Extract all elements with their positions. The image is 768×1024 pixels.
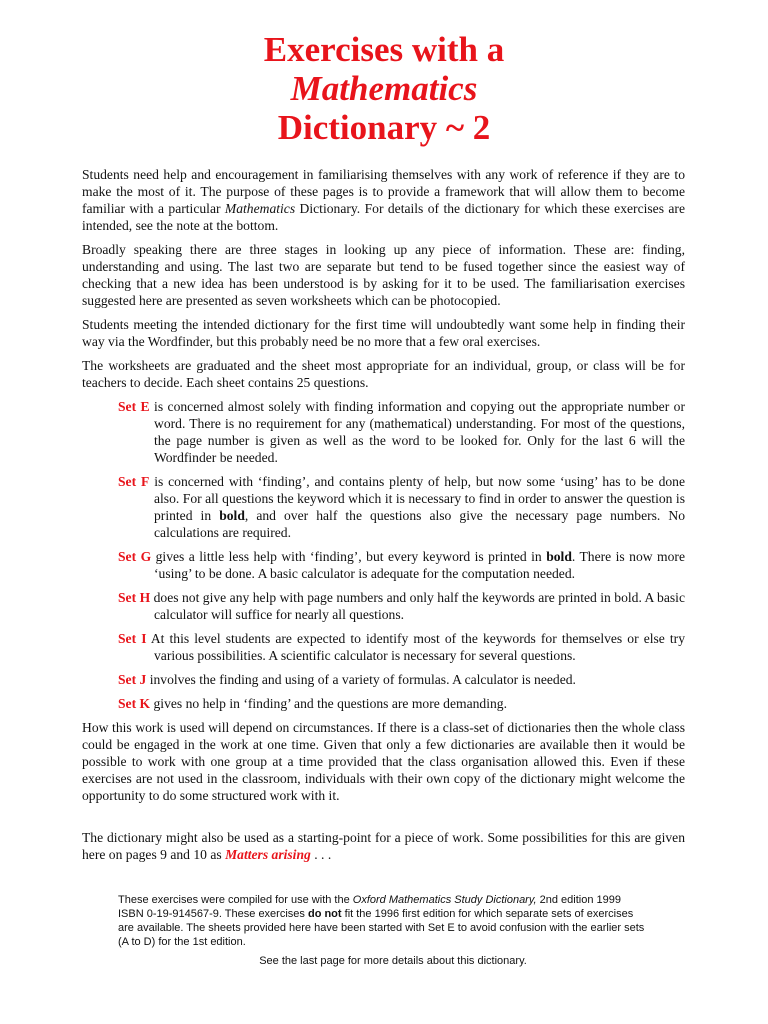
intro-paragraph-3: Students meeting the intended dictionary for the first time will undoubtedly want some help in finding their way via the Wordfinder, but this probably need be no more that a few oral exercises. [82, 317, 685, 349]
title-line-3: Dictionary ~ 2 [277, 108, 491, 147]
set-text: gives a little less help with ‘finding’, but every keyword is printed in [151, 549, 547, 564]
set-text: does not give any help with page numbers and only half the keywords are printed in bold. A basic calculator will suffice for nearly all questions. [150, 590, 685, 622]
paragraph-spacer [82, 811, 685, 829]
note-dictionary-title: Oxford Mathematics Study Dictionary, [352, 894, 537, 906]
set-text: gives no help in ‘finding’ and the questions are more demanding. [150, 696, 507, 711]
set-item-g [82, 548, 685, 582]
document-body [82, 166, 685, 870]
set-bold-word: bold [219, 508, 245, 523]
set-bold-word: bold [546, 549, 572, 564]
dictionary-note [118, 893, 648, 968]
set-item-h [82, 589, 685, 623]
set-text: At this level students are expected to identify most of the keywords for themselves or else try various possibilities. A scientific calculator is necessary for several questions. [146, 631, 685, 663]
outro-paragraph-2 [82, 829, 685, 863]
set-label: Set K [118, 696, 151, 711]
outro-paragraph-1: How this work is used will depend on circumstances. If there is a class-set of dictionaries then the whole class could be engaged in the work at one time. Given that only a few dictionaries are available then it would be possible to work with one group at a time provided that the class organisation allowed this. Even if these exercises are not used in the classroom, individuals with their own copy of the dictionary might welcome the opportunity to do some structured work with it. [82, 720, 685, 803]
set-item-i [82, 630, 685, 664]
intro-p1-text-b: Dictionary. For details of the dictionary for which these exercises are intended, see the note at the bottom. [82, 201, 685, 233]
note-text-b: 2nd edition 1999 ISBN 0-19-914567-9. These exercises [118, 894, 622, 920]
set-label: Set H [118, 590, 151, 605]
note-footer: See the last page for more details about this dictionary. [259, 955, 527, 967]
set-text-end: , and over half the questions also give the necessary page numbers. No calculations are required. [154, 508, 685, 540]
matters-arising-reference: Matters arising [225, 847, 311, 862]
set-label: Set G [118, 549, 152, 564]
note-text-c: fit the 1996 first edition for which separate sets of exercises are available. The sheets provided here have been started with Set E to avoid confusion with the earlier sets (A to D) for the 1st edition. [118, 908, 645, 948]
set-item-e [82, 398, 685, 466]
set-label: Set F [118, 474, 150, 489]
intro-paragraph-1 [82, 166, 685, 234]
set-text: is concerned almost solely with finding information and copying out the appropriate number or word. There is no requirement for any (mathematical) understanding. For most of the questions, the page number is given as well as the word to be looked for. Only for the last 6 will the Wordfinder be needed. [149, 399, 685, 465]
outro-p2-text-a: The dictionary might also be used as a starting-point for a piece of work. Some possibilities for this are given here on pages 9 and 10 as [82, 830, 685, 862]
title-line-2: Mathematics [290, 69, 478, 108]
set-label: Set E [118, 399, 150, 414]
note-text-a: These exercises were compiled for use with the [118, 894, 353, 906]
set-label: Set I [118, 631, 147, 646]
outro-p2-text-b: . . . [310, 847, 332, 862]
page-title [0, 30, 768, 147]
set-label: Set J [118, 672, 147, 687]
note-text [118, 893, 648, 949]
intro-p1-italic: Mathematics [224, 201, 296, 216]
set-text: is concerned with ‘finding’, and contains plenty of help, but now some ‘using’ has to be done also. For all questions the keyword which it is necessary to find in order to answer the question is printed in [149, 474, 685, 523]
set-item-j [82, 671, 685, 688]
set-item-k [82, 695, 685, 712]
title-line-1: Exercises with a [263, 30, 505, 69]
note-bold-text: do not [307, 908, 342, 920]
set-text-end: . There is now more ‘using’ to be done. A basic calculator is adequate for the computation needed. [154, 549, 685, 581]
set-text: involves the finding and using of a variety of formulas. A calculator is needed. [146, 672, 576, 687]
intro-p1-text-a: Students need help and encouragement in familiarising themselves with any work of reference if they are to make the most of it. The purpose of these pages is to provide a framework that will allow them to become familiar with a particular [82, 167, 685, 216]
set-item-f [82, 473, 685, 541]
intro-paragraph-4: The worksheets are graduated and the sheet most appropriate for an individual, group, or class will be for teachers to decide. Each sheet contains 25 questions. [82, 358, 685, 390]
intro-paragraph-2: Broadly speaking there are three stages in looking up any piece of information. These are: finding, understanding and using. The last two are separate but tend to be fused together since the easiest way of checking that a new idea has been understood is by asking for it to be used. The familiarisation exercises suggested here are presented as seven worksheets which can be photocopied. [82, 242, 685, 308]
